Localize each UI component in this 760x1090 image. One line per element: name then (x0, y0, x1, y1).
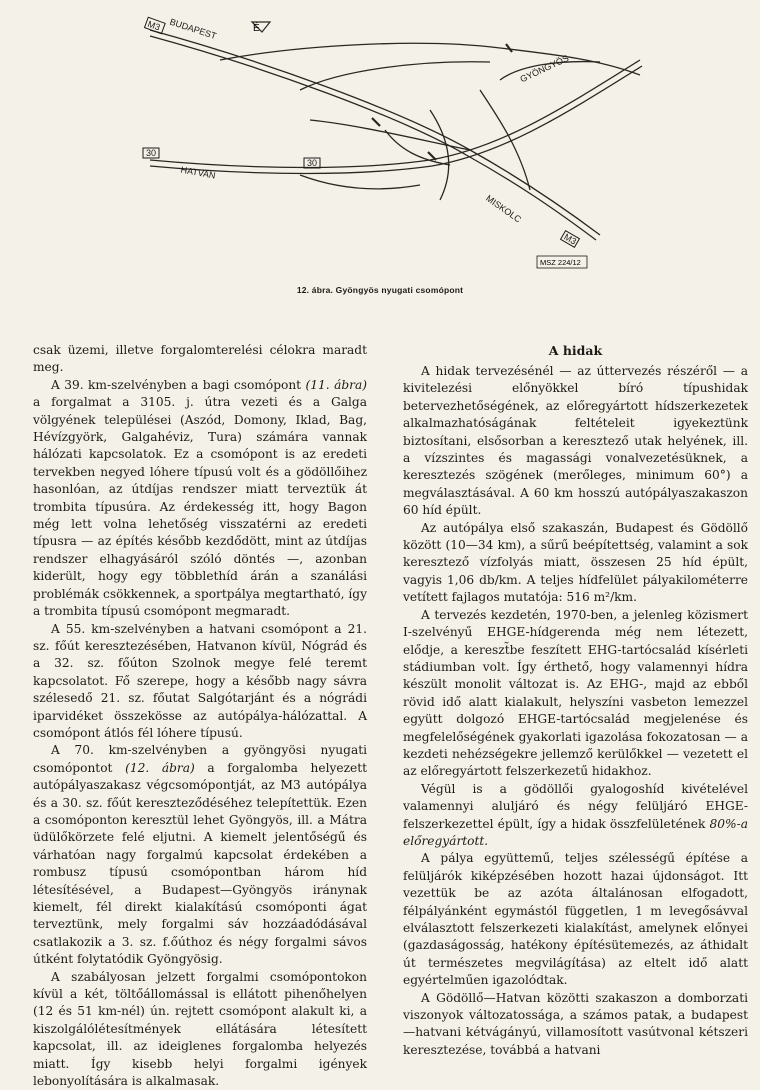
figure-caption: 12. ábra. Gyöngyös nyugati csomópont (296, 285, 464, 295)
standard-stamp (537, 256, 587, 268)
route-budapest-label: BUDAPEST (168, 16, 218, 42)
paragraph: A pálya együttemű, teljes szélességű építése a felüljárók kiképzésében hozott hazai újdonságot. Itt vezettük be az azóta általánosan elfogadott, félpályánként egymástól független, 1 m levegősávval elválasztott felszerkezeti kialakítást, amelynek előnyei (gazdaságosság, hatékony építésütemezés, az áthidalt út természetes megvilágítása) az eltelt idő alatt egyértelműen igazolódtak. (403, 851, 748, 988)
paragraph: A 39. km-szelvényben a bagi csomópont (11. ábra) a forgalmat a 3105. j. útra vezeti és a Galga völgyének települései (Aszód, Domony, Iklad, Bag, Hévízgyörk, Galgahéviz, Tura) számára vannak hálózati kapcsolatok. Ez a csomópont is az eredeti tervekben negyed lóhere típusú volt és a gödöllőihez hasonlóan, az útdíjas rendszer miatt terveztük át trombita típusúra. Az érdekesség itt, hogy Bagon még lett volna lehetőség visszatérni az eredeti típusra — az építés később kezdődött, mint az útdíjas rendszer elhagyásáról szóló döntés —, azonban kiderült, hogy egy többlethíd árán a szanálási problémák csökkennek, a sportpálya megtartható, így a trombita típusú csomópont megmaradt. (33, 377, 368, 619)
paragraph: Végül is a gödöllői gyalogoshíd kivételével valamennyi aluljáró és négy felüljáró EHGE-felszerkezettel épült, így a hidak összfelületének 80%-a előregyártott. (403, 781, 749, 848)
paragraph: A tervezés kezdetén, 1970-ben, a jelenleg közismert I-szelvényű EHGE-hídgerenda még nem létezett, elődje, a kereszt̃be feszített EHG-tartócsalád kísérleti stádiumban volt. Így érthető, hogy valamennyi hídra készült monolit változat is. Az EHG-, majd az ebből rövid idő alatt kialakult, helyszíni vasbeton lemezzel együtt dolgozó EHGE-tartócsalád megjelenése és megfelelőségének gyakorlati igazolása fokozatosan — a kezdeti nehézségekre jellemző kerülőkkel — vezetett el az előregyártott felszerkezetű hidakhoz. (403, 607, 748, 779)
paragraph: A hidak tervezésénél — az úttervezés részéről — a kivitelezési előnyökkel bíró típushidak betervezhetőségének, az előregyártott hídszerkezetek alkalmazhatóságának feltételeit igyekeztünk biztosítani, elsősorban a keresztező utak helyének, ill. a vízszintes és magassági vonalvezetésüknek, a keresztezés szögének (merőleges, minimum 60°) a megválasztásával. A 60 km hosszú autópályaszakaszon 60 híd épült. (403, 364, 748, 518)
paragraph: A 55. km-szelvényben a hatvani csomópont a 21. sz. főút keresztezésében, Hatvanon kívül, Nógrád és a 32. sz. főúton Szolnok megye felé teremt kapcsolatot. Fő szerepe, hogy a később nagy sávra szélesedő 21. sz. főutat Salgótarjánt és a nógrádi iparvidéket összekösse az autópálya-hálózattal. A csomópont átlós fél lóhere típusú. (33, 621, 367, 740)
paragraph: csak üzemi, illetve forgalomterelési célokra maradt meg. (33, 343, 367, 375)
compass-icon (252, 21, 270, 34)
route-hatvan-label: HATVAN (179, 164, 217, 181)
right-column (403, 342, 748, 1059)
route-m3-west-label: M3 (146, 18, 162, 33)
left-column (33, 342, 367, 1090)
svg-text:MSZ 224/12: MSZ 224/12 (540, 258, 581, 267)
paragraph: A 70. km-szelvényben a gyöngyösi nyugati csomópontot (12. ábra) a forgalomba helyezett autópályaszakasz végcsomópontját, az M3 autópálya és a 30. sz. főút kereszteződéséhez telepítettük. Ezen a csomóponton keresztül lehet Gyöngyös, ill. a Mátra üdülőkörzete felé eljutni. A kiemelt jelentőségű és várhatóan nagy forgalmú kapcsolat érdekében a rombusz típusú csomópontban három híd létesítésével, a Budapest—Gyöngyös iránynak kiemelt, fél direkt kialakítású csomóponti ágat terveztünk, mely forgalmi sáv hozzáadódásával csatlakozik a 3. sz. f.őúthoz és négy forgalmi sávos útként folytatódik Gyöngyösig. (33, 743, 368, 967)
svg-text:É: É (253, 23, 260, 34)
paragraph: A szabályosan jelzett forgalmi csomópontokon kívül a két, töltőállomással is ellátott pihenőhelyen (12 és 51 km-nél) ún. rejtett csomópont alakult ki, a kiszolgálólétesítmények ellátására létesített kapcsolat, ill. az ideiglenes forgalomba helyezés miatt. Így kisebb helyi forgalmi igények lebonyolítására is alkalmasak. (33, 969, 367, 1089)
section-heading: A hidak (548, 343, 603, 358)
route-gyongyos-label: GYÖNGYÖS (518, 53, 571, 85)
route-30-east-label: 30 (307, 158, 318, 168)
route-miskolc-label: MISKOLC (484, 193, 524, 225)
route-30-west-label: 30 (146, 148, 157, 158)
paragraph: Az autópálya első szakaszán, Budapest és Gödöllő között (10—34 km), a sűrű beépítettség, valamint a sok keresztező vízfolyás miatt, összesen 25 híd épült, vagyis 1,06 db/km. A teljes hídfelület pályakilométerre vetített fajlagos mutatója: 516 m²/km. (403, 520, 748, 605)
route-m3-east-label: M3 (562, 231, 579, 247)
paragraph: A Gödöllő—Hatvan közötti szakaszon a domborzati viszonyok változatossága, a számos patak, a budapest—hatvani kétvágányú, villamosított vasútvonal kétszeri keresztezése, továbbá a hatvani (403, 990, 748, 1057)
